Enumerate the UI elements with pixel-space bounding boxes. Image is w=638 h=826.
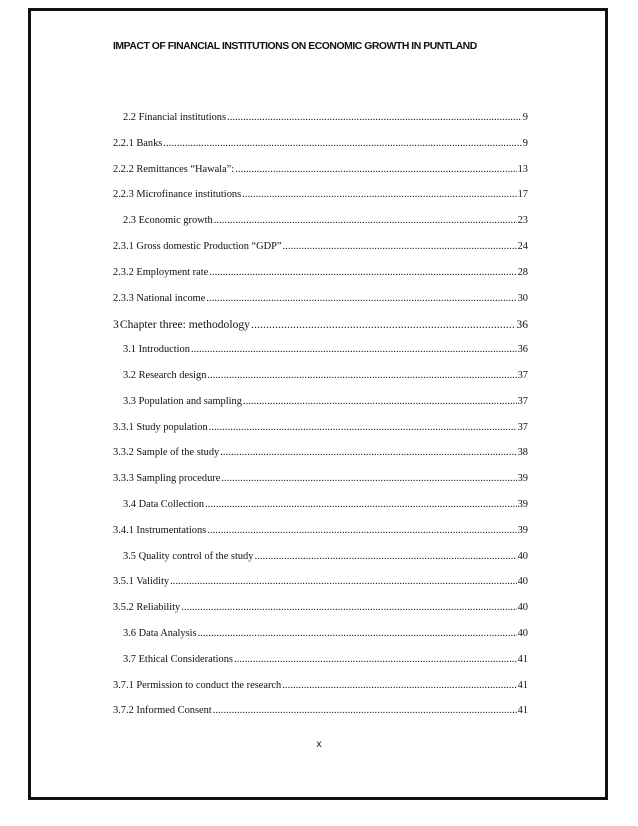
toc-entry[interactable]	[113, 602, 528, 618]
toc-entry-number: 3	[113, 318, 119, 332]
toc-dot-leader	[214, 215, 517, 227]
toc-entry[interactable]	[123, 499, 528, 515]
toc-entry-page: 39	[517, 473, 528, 485]
toc-dot-leader	[235, 164, 516, 176]
toc-entry-page: 37	[517, 370, 528, 381]
toc-dot-leader	[220, 447, 516, 459]
toc-dot-leader	[227, 112, 522, 124]
toc-entry-page: 39	[517, 499, 528, 510]
toc-dot-leader	[163, 138, 521, 150]
running-header: IMPACT OF FINANCIAL INSTITUTIONS ON ECONOMIC GROWTH IN PUNTLAND	[113, 41, 477, 52]
toc-entry-page: 28	[517, 266, 528, 278]
toc-entry-title: 2.2 Financial institutions	[123, 112, 227, 123]
toc-entry-title: Chapter three: methodology	[119, 318, 250, 332]
toc-dot-leader	[209, 267, 516, 279]
toc-dot-leader	[206, 293, 516, 305]
toc-dot-leader	[243, 396, 517, 408]
toc-entry[interactable]	[113, 164, 528, 180]
toc-entry-page: 9	[522, 112, 528, 123]
toc-dot-leader	[198, 628, 517, 640]
toc-entry[interactable]	[113, 241, 528, 257]
toc-dot-leader	[234, 654, 517, 666]
toc-dot-leader	[282, 680, 516, 692]
toc-entry-page: 40	[517, 628, 528, 639]
toc-entry-title: 3.7.1 Permission to conduct the research	[113, 679, 282, 691]
toc-entry[interactable]	[123, 370, 528, 386]
toc-entry-title: 3.5 Quality control of the study	[123, 550, 254, 562]
toc-entry-page: 40	[517, 550, 528, 562]
toc-dot-leader	[251, 318, 515, 330]
toc-entry-page: 9	[522, 137, 528, 149]
toc-entry-title: 3.3.2 Sample of the study	[113, 447, 220, 459]
toc-dot-leader	[254, 551, 516, 563]
toc-entry-page: 41	[517, 705, 528, 717]
toc-entry[interactable]	[123, 396, 528, 412]
toc-entry-title: 3.2 Research design	[123, 370, 207, 381]
toc-entry-page: 23	[517, 215, 528, 227]
toc-entry-page: 41	[517, 679, 528, 691]
toc-entry-title: 2.3.2 Employment rate	[113, 266, 209, 278]
toc-entry[interactable]	[113, 525, 528, 541]
toc-entry[interactable]	[123, 344, 528, 360]
toc-entry-title: 2.3 Economic growth	[123, 215, 213, 227]
toc-entry[interactable]	[113, 318, 528, 334]
toc-entry-page: 36	[516, 318, 528, 332]
toc-entry-page: 30	[517, 292, 528, 304]
toc-entry-page: 38	[517, 447, 528, 459]
toc-entry[interactable]	[123, 215, 528, 231]
toc-dot-leader	[283, 241, 517, 253]
toc-entry-title: 3.5.1 Validity	[113, 576, 170, 588]
toc-entry-page: 13	[517, 163, 528, 175]
toc-entry[interactable]	[113, 447, 528, 463]
toc-entry[interactable]	[113, 138, 528, 154]
toc-dot-leader	[207, 525, 516, 537]
toc-dot-leader	[191, 344, 517, 356]
toc-entry[interactable]	[123, 112, 528, 128]
toc-entry-title: 3.7.2 Informed Consent	[113, 705, 212, 717]
toc-dot-leader	[205, 499, 517, 511]
toc-entry-title: 2.2.2 Remittances “Hawala”:	[113, 163, 235, 175]
toc-entry[interactable]	[123, 551, 528, 567]
toc-dot-leader	[181, 602, 516, 614]
toc-entry-title: 3.4.1 Instrumentations	[113, 524, 207, 536]
toc-entry-title: 3.3.3 Sampling procedure	[113, 473, 221, 485]
toc-dot-leader	[213, 705, 517, 717]
toc-entry-title: 3.4 Data Collection	[123, 499, 205, 510]
toc-entry-page: 41	[517, 653, 528, 665]
toc-entry-title: 3.6 Data Analysis	[123, 628, 197, 639]
toc-dot-leader	[207, 370, 516, 382]
toc-dot-leader	[209, 422, 517, 434]
toc-entry[interactable]	[113, 473, 528, 489]
toc-dot-leader	[170, 576, 517, 588]
toc-entry-title: 3.5.2 Reliability	[113, 602, 181, 614]
toc-entry-page: 40	[517, 576, 528, 588]
toc-entry[interactable]	[113, 189, 528, 205]
page-number: x	[316, 739, 322, 750]
toc-entry-title: 3.3.1 Study population	[113, 421, 208, 433]
toc-entry[interactable]	[113, 705, 528, 721]
toc-entry-page: 17	[517, 189, 528, 201]
toc-entry-title: 2.3.1 Gross domestic Production “GDP”	[113, 241, 282, 252]
toc-entry-page: 37	[517, 421, 528, 433]
toc-entry[interactable]	[113, 293, 528, 309]
toc-entry-title: 3.1 Introduction	[123, 344, 190, 356]
toc-entry[interactable]	[113, 576, 528, 592]
toc-dot-leader	[221, 473, 516, 485]
toc-entry-page: 40	[517, 602, 528, 614]
toc-entry[interactable]	[113, 267, 528, 283]
toc-entry-page: 24	[517, 241, 528, 252]
toc-entry[interactable]	[113, 422, 528, 438]
toc-entry-title: 2.3.3 National income	[113, 292, 206, 304]
toc-entry-page: 37	[517, 395, 528, 407]
toc-entry-page: 36	[517, 344, 528, 356]
toc-entry[interactable]	[123, 628, 528, 644]
toc-entry-title: 3.3 Population and sampling	[123, 395, 242, 407]
toc-dot-leader	[242, 189, 516, 201]
toc-entry-title: 2.2.1 Banks	[113, 137, 163, 149]
toc-entry[interactable]	[123, 654, 528, 670]
toc-entry-title: 2.2.3 Microfinance institutions	[113, 189, 242, 201]
toc-entry-title: 3.7 Ethical Considerations	[123, 653, 233, 665]
toc-entry[interactable]	[113, 680, 528, 696]
toc-entry-page: 39	[517, 524, 528, 536]
